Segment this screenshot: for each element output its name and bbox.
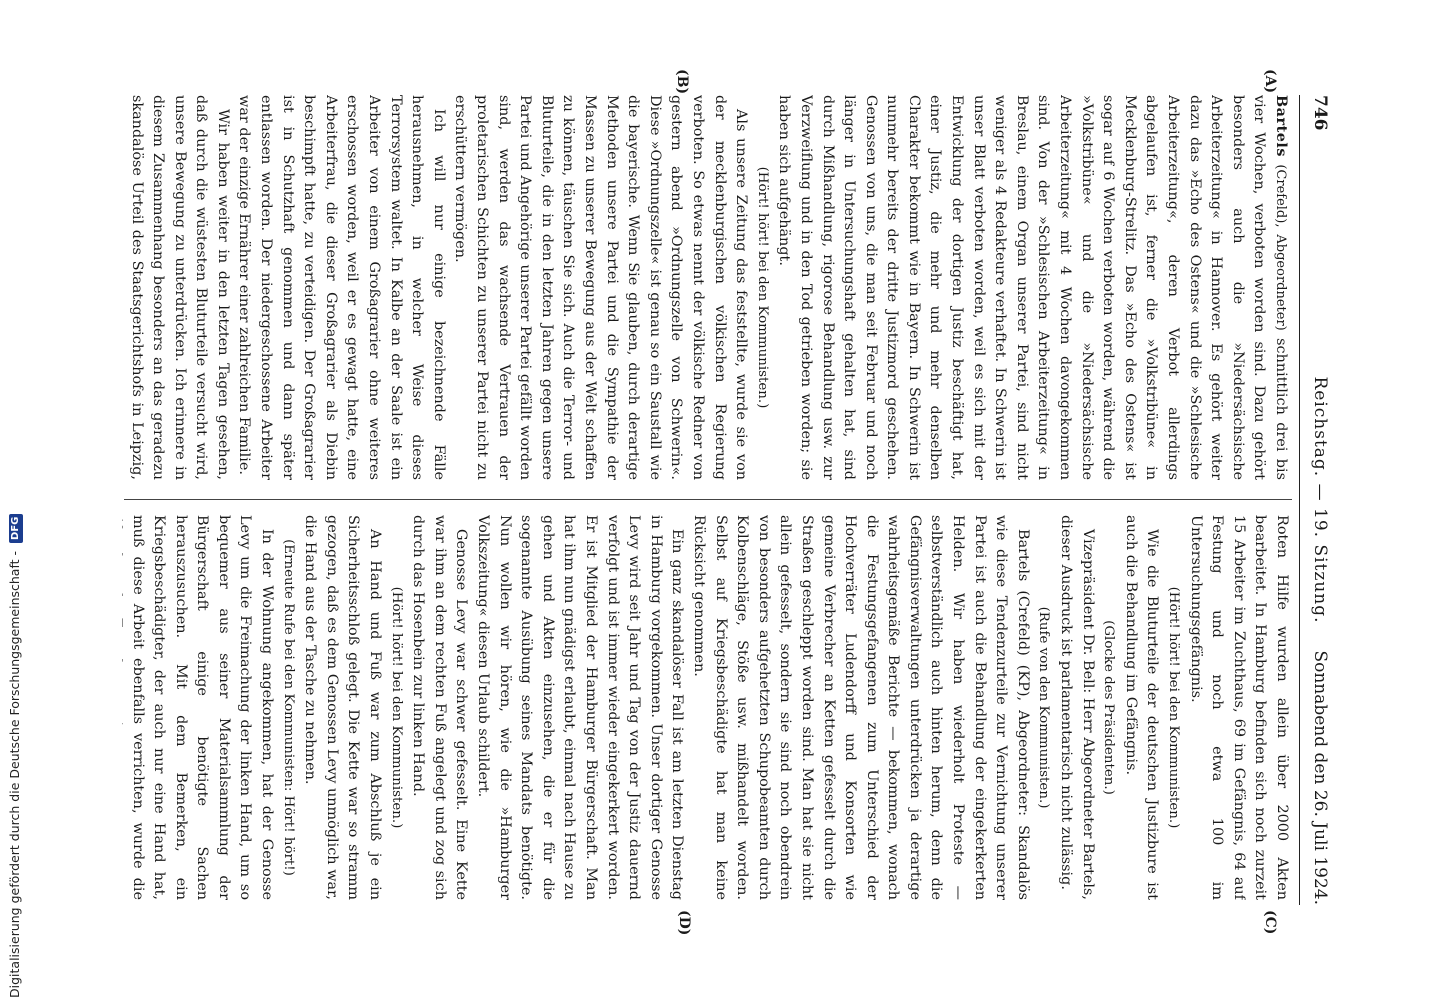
interjection: (Glocke des Präsidenten.) [1101,620,1117,795]
dfg-logo-icon: DFG [9,514,23,543]
paragraph: Bartels (Crefeld) (KP), Abgeordneter: Skandalös wie diese Tendenzurteile zur Vernichtung unserer Partei ist auch die Behandlung der eingekerkerten Helden. Wir haben wiederholt Proteste — selbstverständlich auch hinten herum, denn die Gefängnisverwaltungen unterdrücken ja derartige wahrheitsgemäße Berichte — bekommen, wonach die Festungsgefangenen zum Unterschied der Hochverräter Ludendorff und Konsorten wie gemeine Verbrecher an Ketten gefesselt durch die Straßen geschleppt worden sind. Man hat sie nicht allein gefesselt, sondern sie sind noch obendrein von besonders aufgehetzten Schupobeamten durch Kolbenschläge, Stöße usw. mißhandelt worden. Selbst auf Kriegsbeschädigte hat man keine Rücksicht genommen. [690,515,1031,900]
paragraph: Als unsere Zeitung das feststellte, wurde sie von der mecklenburgischen völkischen Regierung verboten. So etwas nennt der völkische Redner von gestern abend »Ordnungszelle von Schwerin«. Diese »Ordnungszelle« ist genau so ein Saustall wie die bayerische. Wenn Sie glauben, durch derartige Methoden unsere Partei und die Sympathie der Massen zu unserer Bewegung aus der Welt schaffen zu können, täuschen Sie sich. Auch die Terror- und Bluturteile, die in den letzten Jahren gegen unsere Partei und Angehörige unserer Partei gefällt worden sind, werden das wachsende Vertrauen der proletarischen Schichten zu unserer Partei nicht zu erschüttern vermögen. [452,95,750,480]
margin-mark-a: (A) [1262,69,1278,94]
interjection: (Hört! hört! bei den Kommunisten.) [754,166,770,409]
header-rule [1299,95,1300,905]
page-number: 746 [1310,95,1330,131]
speaker-name: Bartels [1273,95,1290,157]
paragraph: Ein ganz skandalöser Fall ist am letzten Dienstag in Hamburg vorgekommen. Unser dortiger Genosse Levy wird seit Jahr und Tag von der Justiz dauernd verfolgt und ist immer wieder eingekerkert worden. Er ist Mitglied der Hamburger Bürgerschaft. Man hat ihm nun gnädigst erlaubt, einmal nach Hause zu gehen und Akten einzusehen, die er für die sogenannte Ausübung seines Mandats benötigte. Nun wollen wir hören, wie die »Hamburger Volkszeitung« diesen Urlaub schildert. [475,515,686,900]
paragraph: Roten Hilfe wurden allein über 2000 Akten bearbeitet. In Hamburg befinden sich noch zurzeit 15 Arbeiter im Zuchthaus, 69 im Gefängnis, 64 auf Festung und noch etwa 100 im Untersuchungsgefängnis. [1187,515,1290,900]
speaker-note: (Crefeld), Abgeordneter) [1273,164,1288,331]
running-head-date: Sonnabend den 26. Juli 1924. [1310,650,1330,905]
paragraph: Genosse Levy war schwer gefesselt. Eine Kette war ihm an dem rechten Fuß angelegt und zog sich durch das Hosenbein zur linken Hand. [410,515,470,900]
paragraph: In der Wohnung angekommen, hat der Genosse Levy um die Freimachung der linken Hand, um so bequemer aus seiner Materialsammlung der Bürgerschaft einige benötigte Sachen herauszusuchen. Mit dem Bemerken, ein Kriegsbeschädigter, der auch nur eine Hand hat, muß diese Arbeit ebenfalls verrichten, wurde die [129,515,276,900]
running-head-title: Reichstag. — 19. Sitzung. [1310,376,1330,624]
text-column-left [122,95,1292,480]
paragraph: An Hand und Fuß war zum Abschluß je ein Sicherheitsschloß gelegt. Die Kette war so stramm gezogen, daß es dem Genossen Levy unmöglich war, die Hand aus der Tasche zu nehmen. [302,515,384,900]
running-head [1300,95,1340,905]
rotated-page [115,69,1340,936]
credit-text: Digitalisierung gefördert durch die Deutsche Forschungsgemeinschaft - [7,550,22,998]
column-divider [124,499,1292,500]
paragraph-text: schnittlich drei bis vier Wochen, verboten worden sind. Dazu gehört besonders auch die »Niedersächsische Arbeiterzeitung« in Hannover. Es gehört weiter dazu das »Echo des Ostens« und die »Schlesische Arbeiterzeitung«, deren Verbot allerdings abgelaufen ist, ferner die »Volkstribüne« in Mecklenburg-Strelitz. Das »Echo des Ostens« ist sogar auf 6 Wochen verboten worden, während die »Volkstribüne« und die »Niedersächsische Arbeiterzeitung« mit 4 Wochen davongekommen sind. Von der »Schlesischen Arbeiterzeitung« in Breslau, einem Organ unserer Partei, sind nicht weniger als 4 Redakteure verhaftet. In Schwerin ist unser Blatt verboten worden, weil es sich mit der Entwicklung der dortigen Justiz beschäftigt hat, einer Justiz, die mehr und mehr denselben Charakter bekommt wie in Bayern. In Schwerin ist nunmehr bereits der dritte Justizmord geschehen. Genossen von uns, die man seit Februar und noch länger in Untersuchungshaft gehalten hat, sind durch Mißhandlung, rigorose Behandlung usw. zur Verzweiflung und in den Tod getrieben worden; sie haben sich aufgehängt. [776,95,1289,480]
interjection: (Hört! hört! bei den Kommunisten.) [388,586,404,829]
margin-mark-d: (D) [676,910,692,936]
paragraph: Vizepräsident Dr. Bell: Herr Abgeordneter Bartels, dieser Ausdruck ist parlamentarisch nicht zulässig. [1058,515,1096,900]
paragraph: Wie die Bluturteile der deutschen Justizbure ist auch die Behandlung im Gefängnis. [1122,515,1161,900]
paragraph: Ich will nur einige bezeichnende Fälle herausnehmen, in welcher Weise dieses Terrorsystem waltet. In Kalbe an der Saale ist ein Arbeiter von einem Großagrarier ohne weiteres erschossen worden, weil er es gewagt hatte, eine Arbeiterfrau, die dieser Großagrarier als Diebin beschimpft hatte, zu verteidigen. Der Großagrarier ist in Schutzhaft genommen und dann später entlassen worden. Der niedergeschossene Arbeiter war der einzige Ernährer einer zahlreichen Familie. [236,95,447,480]
interjection: (Hört! hört! bei den Kommunisten.) [1166,586,1182,829]
interjection: (Rufe von den Kommunisten.) [1036,606,1052,809]
text-column-right [122,515,1292,900]
margin-mark-b: (B) [674,69,690,95]
interjection: (Erneute Rufe bei den Kommunisten: Hört! hört!) [280,539,296,876]
digitization-credit [6,8,24,998]
paragraph: Wir haben weiter in den letzten Tagen gesehen, daß durch die wüstesten Bluturteile versucht wird, unsere Bewegung zu unterdrücken. Ich erinnere in diesem Zusammenhang besonders an das geradezu skandalöse Urteil des Staatsgerichtshofs in Leipzig, [128,95,231,480]
margin-mark-c: (C) [1262,910,1278,935]
paragraph [773,95,1292,480]
